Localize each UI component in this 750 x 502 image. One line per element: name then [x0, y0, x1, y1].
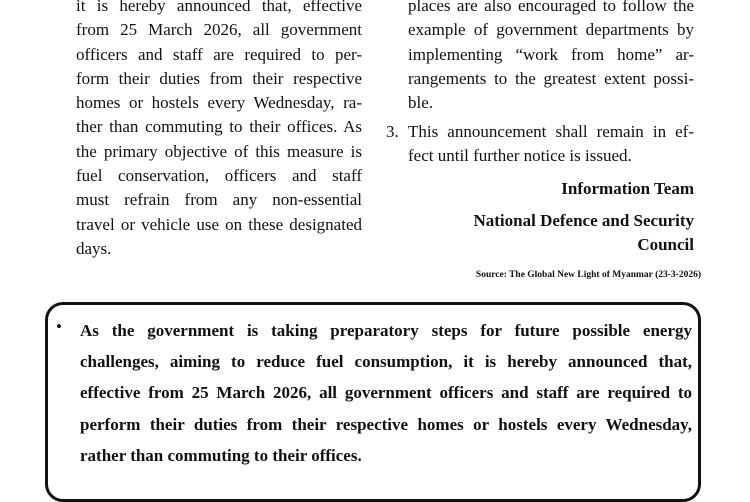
item-body — [408, 120, 694, 169]
item-line: fect until further notice is issued. — [408, 146, 632, 166]
left-line: ther than commuting to their offices. As — [76, 117, 362, 137]
left-line: it is hereby announced that, effective — [76, 0, 362, 15]
source-citation: Source: The Global New Light of Myanmar (23-3-2026) — [475, 270, 701, 280]
item-number: 3. — [386, 122, 399, 141]
right-line: example of government departments by — [408, 20, 694, 40]
signature-council — [454, 209, 694, 257]
highlight-line: As the government is taking preparatory steps for future possible energy — [80, 321, 692, 340]
left-line: from 25 March 2026, all government — [76, 20, 362, 40]
right-line: implementing “work from home” ar- — [408, 44, 694, 64]
left-line: must refrain from any non-essential — [76, 190, 362, 210]
highlight-line: perform their duties from their respective homes or hostels every Wednesday, — [80, 414, 692, 434]
bullet-icon: • — [56, 317, 62, 336]
signature-council-line: Council — [637, 235, 694, 254]
left-line: the primary objective of this measure is — [76, 141, 362, 161]
right-line: ble. — [408, 93, 434, 113]
right-column-text — [408, 0, 694, 115]
right-line: rangements to the greatest extent possi- — [408, 68, 694, 88]
item-line: This announcement shall remain in ef- — [408, 122, 694, 141]
highlight-line: effective from 25 March 2026, all government officers and staff are required to — [80, 383, 692, 403]
highlight-line: rather than commuting to their offices. — [80, 445, 362, 465]
signature-team: Information Team — [561, 179, 694, 198]
left-line: homes or hostels every Wednesday, ra- — [76, 93, 362, 113]
highlight-line: challenges, aiming to reduce fuel consumption, it is hereby announced that, — [80, 352, 692, 372]
highlight-box-text — [80, 315, 692, 471]
left-line: form their duties from their respective — [76, 68, 362, 88]
left-line: fuel conservation, officers and staff — [76, 166, 362, 186]
left-line: officers and staff are required to per- — [76, 44, 362, 64]
left-line: travel or vehicle use on these designated — [76, 214, 362, 234]
right-line: places are also encouraged to follow the — [408, 0, 694, 15]
signature-council-line: National Defence and Security — [473, 211, 694, 230]
left-line: days. — [76, 238, 112, 258]
left-column-text — [76, 0, 362, 261]
